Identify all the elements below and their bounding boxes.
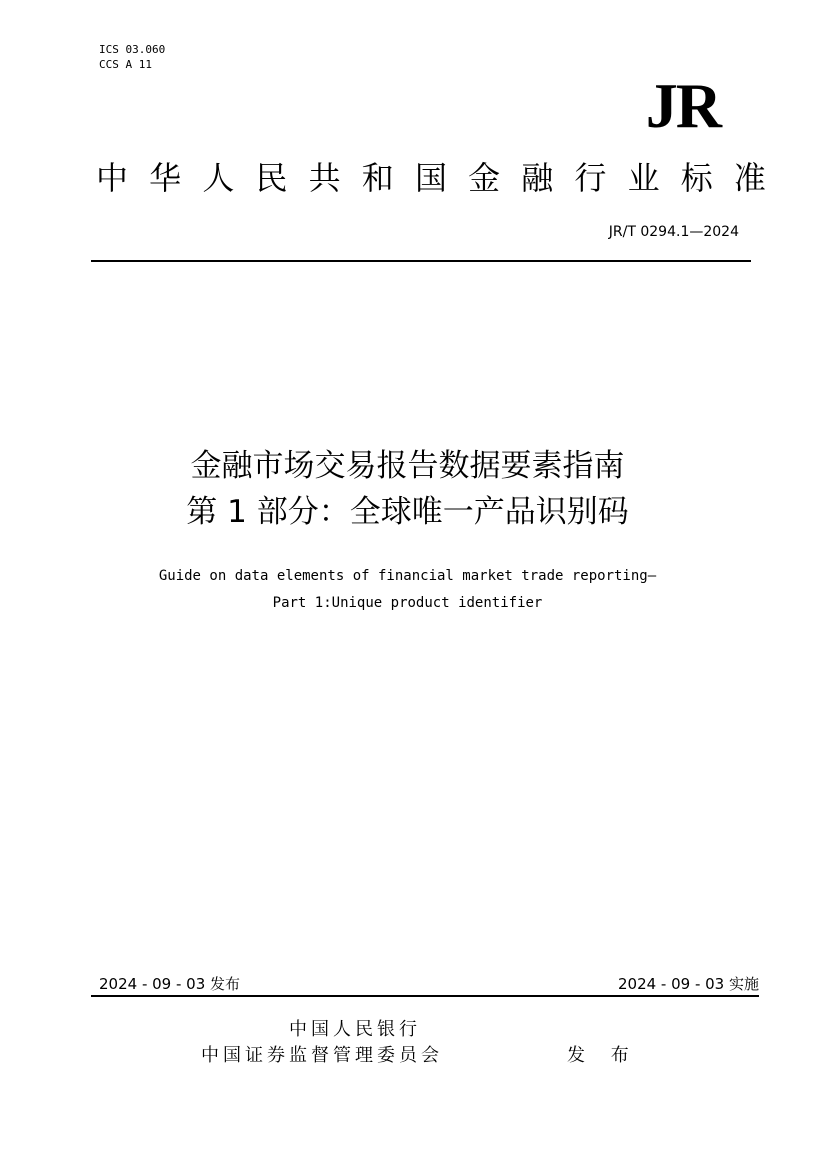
standard-number: JR/T 0294.1—2024 <box>608 224 739 240</box>
bottom-divider <box>91 995 759 997</box>
standard-type-char: 准 <box>733 159 766 197</box>
issuer-csrc: 中国证券监督管理委员会 <box>201 1045 443 1066</box>
standard-type-char: 民 <box>255 159 288 197</box>
title-zh-line1: 金融市场交易报告数据要素指南 <box>190 448 625 484</box>
classification-codes <box>99 42 165 72</box>
standard-type-char: 和 <box>361 159 394 197</box>
standard-type-char: 业 <box>627 159 660 197</box>
issuer-pboc: 中国人民银行 <box>289 1019 421 1040</box>
standard-type-heading <box>96 158 766 198</box>
jr-logo: JR <box>645 70 720 141</box>
standard-type-char: 共 <box>308 159 341 197</box>
ccs-code: CCS A 11 <box>99 58 152 71</box>
issue-label: 发 布 <box>567 1045 639 1066</box>
title-zh-line2: 第 1 部分：全球唯一产品识别码 <box>186 494 629 530</box>
top-divider <box>91 260 751 262</box>
standard-type-char: 行 <box>574 159 607 197</box>
standard-type-char: 人 <box>202 159 235 197</box>
standard-type-char: 华 <box>149 159 182 197</box>
issue-date: 2024 - 09 - 03 发布 <box>99 975 241 993</box>
standard-type-char: 金 <box>468 159 501 197</box>
standard-type-char: 标 <box>680 159 713 197</box>
standard-type-char: 中 <box>96 159 129 197</box>
implementation-date: 2024 - 09 - 03 实施 <box>617 975 759 993</box>
title-en-line1: Guide on data elements of financial market trade reporting— <box>158 568 657 584</box>
standard-type-char: 融 <box>521 159 554 197</box>
title-en-line2: Part 1:Unique product identifier <box>272 595 543 611</box>
ics-code: ICS 03.060 <box>99 43 166 56</box>
standard-type-char: 国 <box>414 159 447 197</box>
